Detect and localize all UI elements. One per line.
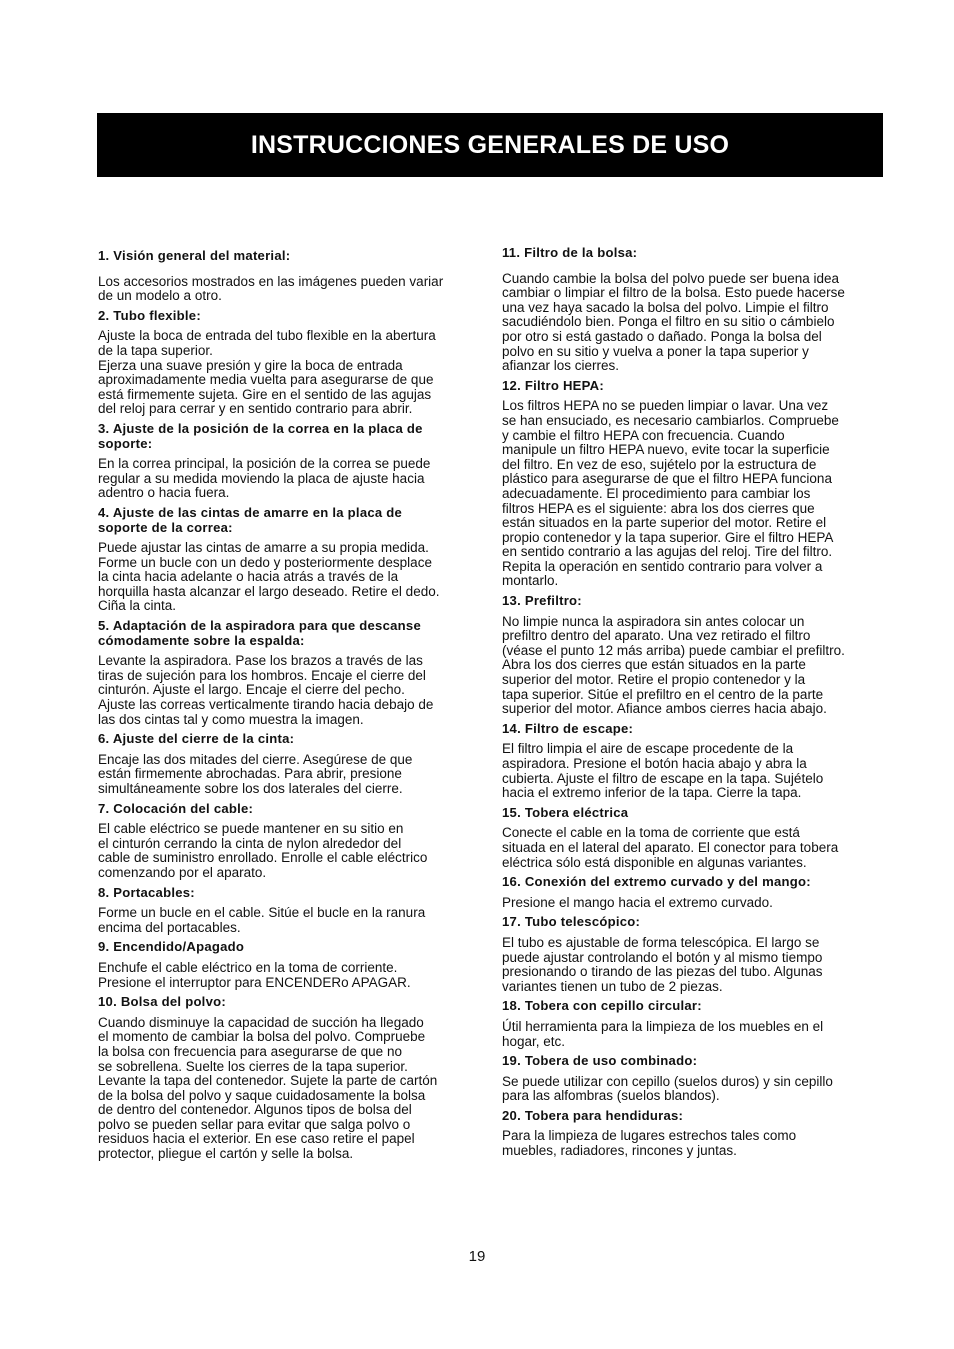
section-9 <box>98 940 484 990</box>
left-column <box>98 249 484 1167</box>
section-5 <box>98 619 484 727</box>
section-15 <box>502 806 888 870</box>
section-body: Levante la aspiradora. Pase los brazos a través de las tiras de sujeción para los hombros. Encaje el cierre del cinturón. Ajuste el largo. Encaje el cierre del pecho. Ajuste las correas verticalmente tirando hacia debajo de las dos cintas tal y como muestra la imagen. <box>98 653 434 727</box>
section-8 <box>98 886 484 936</box>
section-body: Cuando disminuye la capacidad de succión ha llegado el momento de cambiar la bolsa del polvo. Compruebe la bolsa con frecuencia para asegurarse de que no se sobrellena. Suelte los cierres de la tapa superior. Levante la tapa del contenedor. Sujete la parte de cartón de la bolsa del polvo y saque cuidadosamente la bolsa de dentro del contenedor. Algunos tipos de bolsa del polvo se pueden sellar para evitar que salga polvo o residuos hacia el exterior. En ese caso retire el papel protector, pliegue el cartón y selle la bolsa. <box>98 1014 438 1162</box>
section-16 <box>502 875 888 910</box>
section-4 <box>98 506 484 614</box>
section-body: No limpie nunca la aspiradora sin antes colocar un prefiltro dentro del aparato. Una vez retirado el filtro (véase el punto 12 más arriba) puede cambiar el prefiltro. Abra los dos cierres que están situados en la parte superior del motor. Retire el propio contenedor y la tapa superior. Sitúe el prefiltro en el centro de la parte superior del motor. Afiance ambos cierres hacia abajo. <box>502 613 845 717</box>
section-title: 4. Ajuste de las cintas de amarre en la placa de soporte de la correa: <box>98 504 403 535</box>
section-title: 17. Tubo telescópico: <box>502 914 641 930</box>
section-2 <box>98 309 484 417</box>
page-title: INSTRUCCIONES GENERALES DE USO <box>250 130 730 159</box>
section-title: 12. Filtro HEPA: <box>502 377 604 393</box>
section-11 <box>502 246 888 374</box>
section-title: 16. Conexión del extremo curvado y del mango: <box>502 874 811 890</box>
section-body: Puede ajustar las cintas de amarre a su propia medida. Forme un bucle con un dedo y posteriormente desplace la cinta hacia adelante o hacia atrás a través de la horquilla hasta alcanzar el largo deseado. Retire el dedo. Ciña la cinta. <box>98 540 440 614</box>
section-title: 19. Tobera de uso combinado: <box>502 1053 698 1069</box>
section-body: El cable eléctrico se puede mantener en su sitio en el cinturón cerrando la cinta de nylon alrededor del cable de suministro enrollado. Enrolle el cable eléctrico comenzando por el aparato. <box>98 821 428 880</box>
section-19 <box>502 1054 888 1104</box>
section-title: 3. Ajuste de la posición de la correa en la placa de soporte: <box>98 420 423 451</box>
section-body: El filtro limpia el aire de escape procedente de la aspiradora. Presione el botón hacia abajo y abra la cubierta. Ajuste el filtro de escape en la tapa. Sujételo hacia el extremo inferior de la tapa. Cierre la tapa. <box>502 741 824 801</box>
section-title: 6. Ajuste del cierre de la cinta: <box>98 731 295 747</box>
section-12 <box>502 379 888 589</box>
section-body: Ajuste la boca de entrada del tubo flexible en la abertura de la tapa superior. Ejerza una suave presión y gire la boca de entrada aproximadamente media vuelta para asegurarse de que está firmemente sujeta. Gire en el sentido de las agujas del reloj para cerrar y en sentido contrario para abrir. <box>98 328 436 417</box>
section-18 <box>502 999 888 1049</box>
section-3 <box>98 422 484 501</box>
page-number: 19 <box>468 1248 486 1265</box>
section-body: Presione el mango hacia el extremo curvado. <box>502 894 773 910</box>
section-13 <box>502 594 888 717</box>
section-body: El tubo es ajustable de forma telescópica. El largo se puede ajustar controlando el botón y al mismo tiempo presionando o tirando de las piezas del tubo. Algunas variantes tienen un tubo de 2 piezas. <box>502 934 823 994</box>
section-body: Cuando cambie la bolsa del polvo puede ser buena idea cambiar o limpiar el filtro de la bolsa. Esto puede hacerse una vez haya sacado la bolsa del polvo. Limpie el filtro sacudiéndolo bien. Ponga el filtro en su sitio o cámbielo por otro si está gastado o dañado. Ponga la bolsa del polvo en su sitio y vuelva a poner la tapa superior y afianzar los cierres. <box>502 270 845 374</box>
section-title: 2. Tubo flexible: <box>98 307 201 323</box>
section-body: Para la limpieza de lugares estrechos tales como muebles, radiadores, rincones y juntas. <box>502 1128 797 1159</box>
section-body: Encaje las dos mitades del cierre. Asegúrese de que están firmemente abrochadas. Para abrir, presione simultáneamente sobre los dos laterales del cierre. <box>98 751 413 796</box>
section-title: 5. Adaptación de la aspiradora para que descanse cómodamente sobre la espalda: <box>98 618 421 648</box>
section-title: 7. Colocación del cable: <box>98 800 254 816</box>
section-body: Los accesorios mostrados en las imágenes pueden variar de un modelo a otro. <box>98 273 444 304</box>
section-title: 11. Filtro de la bolsa: <box>502 245 638 260</box>
section-title: 15. Tobera eléctrica <box>502 804 629 820</box>
section-1 <box>98 249 484 304</box>
section-6 <box>98 732 484 796</box>
section-body: Útil herramienta para la limpieza de los muebles en el hogar, etc. <box>502 1018 824 1049</box>
section-body: Los filtros HEPA no se pueden limpiar o lavar. Una vez se han ensuciado, es necesario cambiarlos. Compruebe y cambie el filtro HEPA con frecuencia. Cuando manipule un filtro HEPA nuevo, evite tocar la superficie del filtro. En vez de eso, sujételo por la estructura de plástico para asegurarse de que el filtro HEPA funciona adecuadamente. El procedimiento para cambiar los filtros HEPA es el siguiente: abra los dos cierres que están situados en la parte superior del motor. Retire el propio contenedor y la tapa superior. Gire el filtro HEPA en sentido contrario a las agujas del reloj. Tire del filtro. Repita la operación en sentido contrario para volver a montarlo. <box>502 398 839 589</box>
section-7 <box>98 802 484 881</box>
section-title: 20. Tobera para hendiduras: <box>502 1107 684 1123</box>
section-title: 10. Bolsa del polvo: <box>98 994 226 1010</box>
section-body: Enchufe el cable eléctrico en la toma de corriente. Presione el interruptor para ENCENDERo APAGAR. <box>98 959 411 990</box>
section-body: En la correa principal, la posición de la correa se puede regular a su medida moviendo la placa de ajuste hacia adentro o hacia fuera. <box>98 456 431 501</box>
section-title: 1. Visión general del material: <box>98 248 291 263</box>
right-column <box>502 246 888 1164</box>
section-14 <box>502 722 888 801</box>
section-title: 8. Portacables: <box>98 884 195 900</box>
section-20 <box>502 1109 888 1159</box>
section-title: 9. Encendido/Apagado <box>98 939 245 955</box>
section-body: Conecte el cable en la toma de corriente que está situada en el lateral del aparato. El conector para tobera eléctrica sólo está disponible en algunas variantes. <box>502 825 839 870</box>
header-banner <box>97 113 883 177</box>
section-17 <box>502 915 888 994</box>
section-body: Forme un bucle en el cable. Sitúe el bucle en la ranura encima del portacables. <box>98 905 426 935</box>
section-title: 14. Filtro de escape: <box>502 720 634 736</box>
section-title: 13. Prefiltro: <box>502 593 582 609</box>
section-body: Se puede utilizar con cepillo (suelos duros) y sin cepillo para las alfombras (suelos blandos). <box>502 1073 833 1104</box>
section-title: 18. Tobera con cepillo circular: <box>502 998 702 1014</box>
section-10 <box>98 995 484 1162</box>
